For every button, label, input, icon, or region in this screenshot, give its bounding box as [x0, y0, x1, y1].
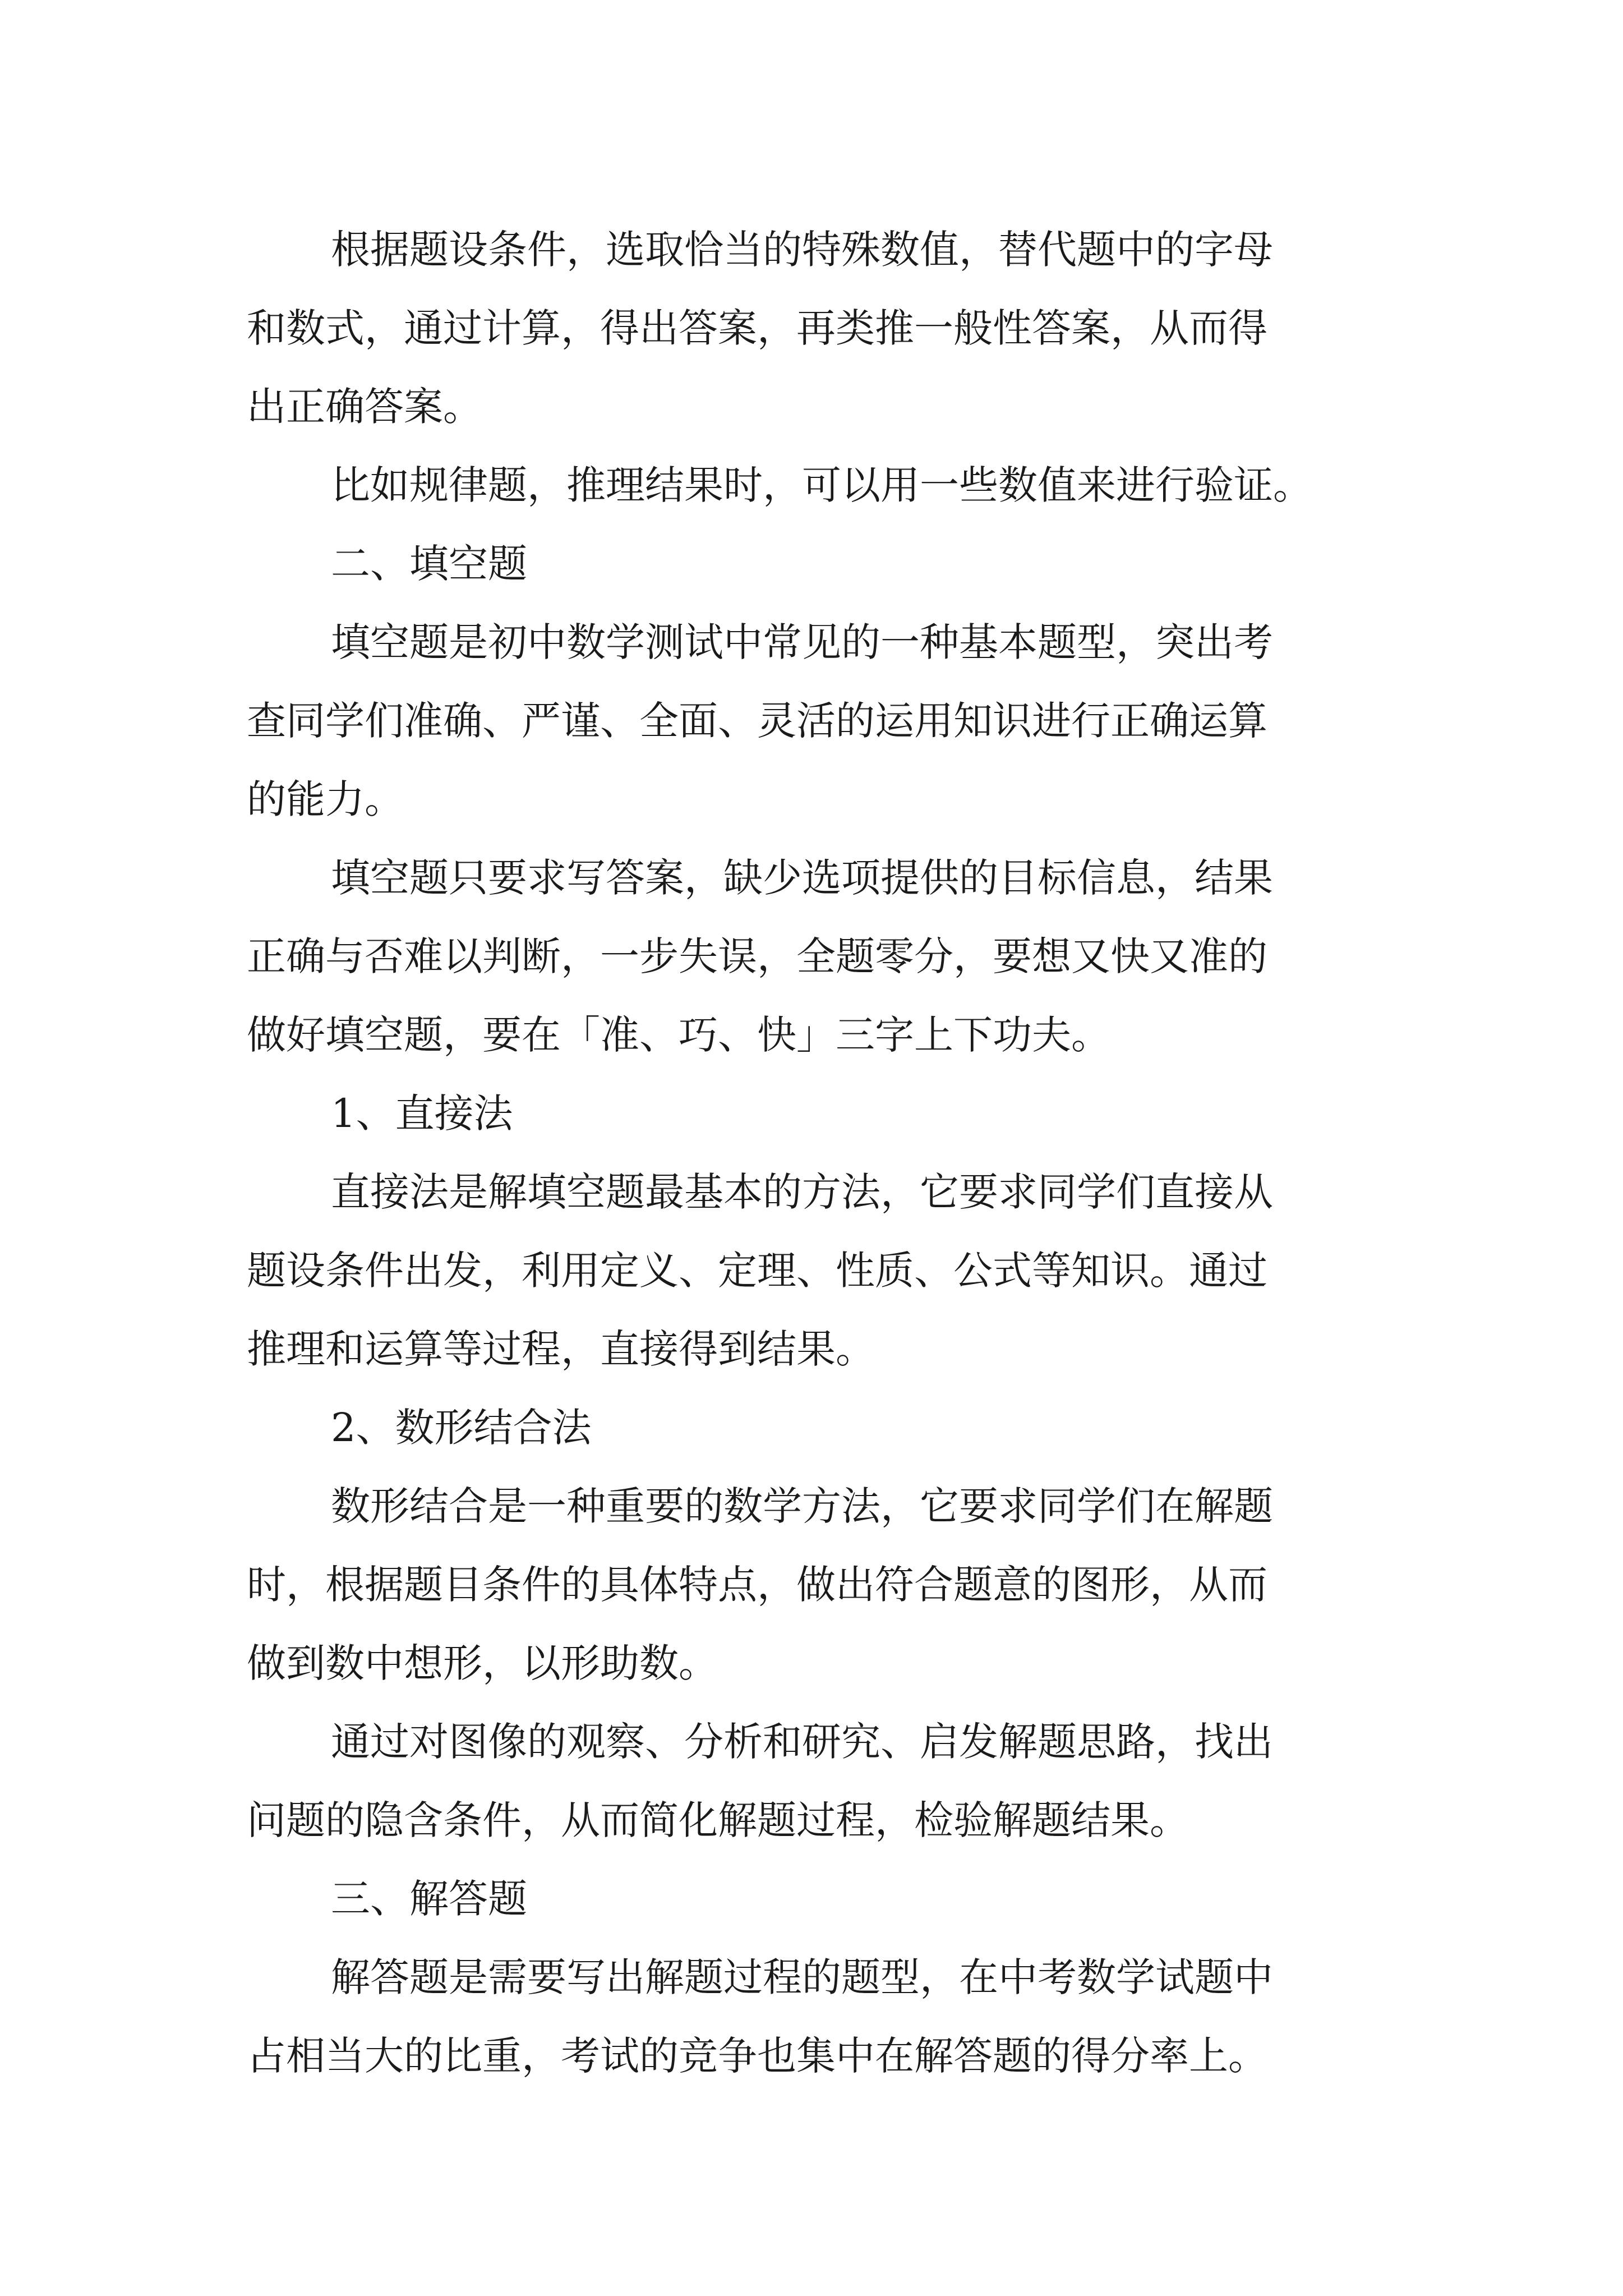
text-line: 解答题是需要写出解题过程的题型，在中考数学试题中: [331, 1954, 1273, 2000]
text-line: 时，根据题目条件的具体特点，做出符合题意的图形，从而: [247, 1562, 1267, 1608]
text-line: 做好填空题，要在「准、巧、快」三字上下功夫。: [247, 1012, 1110, 1058]
paragraph: [247, 446, 1415, 524]
text-line: 出正确答案。: [247, 384, 482, 430]
paragraph: [247, 210, 1415, 446]
text-line: 占相当大的比重，考试的竞争也集中在解答题的得分率上。: [247, 2033, 1267, 2079]
paragraph: [247, 1388, 1415, 1467]
paragraph: [247, 1074, 1415, 1153]
text-line: 和数式，通过计算，得出答案，再类推一般性答案，从而得: [247, 305, 1267, 351]
paragraph: [247, 603, 1415, 839]
text-line: 直接法是解填空题最基本的方法，它要求同学们直接从: [331, 1169, 1273, 1215]
text-line: 正确与否难以判断，一步失误，全题零分，要想又快又准的: [247, 933, 1267, 979]
text-line: 做到数中想形，以形助数。: [247, 1640, 718, 1686]
paragraph: [247, 839, 1415, 1074]
text-line: 根据题设条件，选取恰当的特殊数值，替代题中的字母: [331, 227, 1273, 273]
text-line: 二、填空题: [331, 541, 527, 587]
text-line: 填空题只要求写答案，缺少选项提供的目标信息，结果: [331, 855, 1273, 901]
document-body: [247, 210, 1415, 2095]
paragraph: [247, 1703, 1415, 1860]
paragraph: [247, 1860, 1415, 1938]
paragraph: [247, 1467, 1415, 1703]
text-line: 查同学们准确、严谨、全面、灵活的运用知识进行正确运算: [247, 698, 1267, 744]
text-line: 1、直接法: [331, 1091, 513, 1137]
paragraph: [247, 1938, 1415, 2095]
text-line: 填空题是初中数学测试中常见的一种基本题型，突出考: [331, 619, 1273, 665]
paragraph: [247, 1153, 1415, 1388]
text-line: 数形结合是一种重要的数学方法，它要求同学们在解题: [331, 1483, 1273, 1529]
text-line: 的能力。: [247, 776, 404, 822]
text-line: 题设条件出发，利用定义、定理、性质、公式等知识。通过: [247, 1248, 1267, 1294]
text-line: 推理和运算等过程，直接得到结果。: [247, 1326, 875, 1372]
text-line: 通过对图像的观察、分析和研究、启发解题思路，找出: [331, 1719, 1273, 1765]
text-line: 三、解答题: [331, 1876, 527, 1922]
text-line: 2、数形结合法: [331, 1405, 592, 1451]
text-line: 问题的隐含条件，从而简化解题过程，检验解题结果。: [247, 1797, 1189, 1843]
paragraph: [247, 524, 1415, 603]
text-line: 比如规律题，推理结果时，可以用一些数值来进行验证。: [331, 462, 1312, 508]
